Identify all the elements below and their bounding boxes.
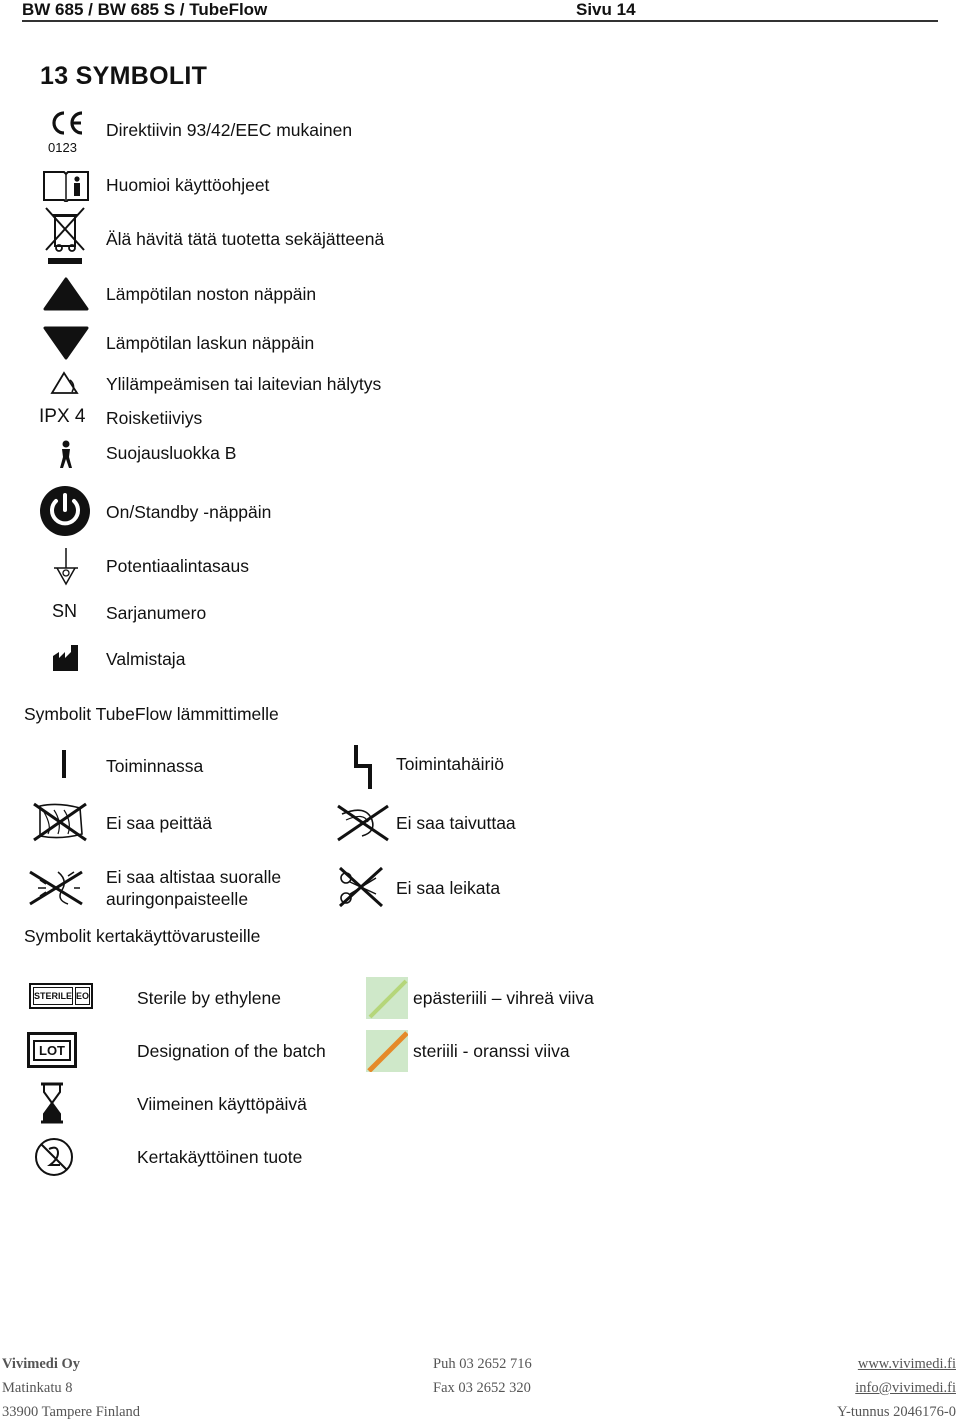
symbol-label-line1: Ei saa altistaa suoralle [106, 867, 282, 887]
no-bend-icon [336, 800, 390, 849]
no-sunlight-icon [28, 866, 84, 913]
hourglass-icon [40, 1082, 64, 1129]
manufacturer-icon [52, 644, 80, 677]
symbol-label: Roisketiiviys [106, 408, 203, 428]
sterile-text: STERILE [33, 987, 73, 1005]
symbol-label: Sarjanumero [106, 603, 207, 623]
eo-text: EO [75, 987, 90, 1005]
symbol-label: Toiminnassa [106, 756, 204, 776]
footer-street: Matinkatu 8 [2, 1380, 73, 1396]
lot-icon [27, 1032, 77, 1068]
footer-company: Vivimedi Oy [2, 1356, 81, 1372]
lot-text: LOT [33, 1040, 71, 1061]
symbol-label: Ei saa taivuttaa [396, 813, 516, 833]
green-line-swatch-icon [366, 977, 408, 1024]
instructions-book-icon [42, 168, 90, 207]
no-cover-icon [30, 800, 90, 849]
footer-phone: Puh 03 2652 716 [433, 1356, 532, 1372]
symbol-label: Älä hävitä tätä tuotetta sekäjätteenä [106, 229, 385, 249]
symbol-label: Designation of the batch [137, 1041, 326, 1061]
page-title: 13 SYMBOLIT [40, 62, 208, 90]
footer-web-link[interactable]: www.vivimedi.fi [857, 1356, 956, 1372]
symbol-label: On/Standby -näppäin [106, 502, 272, 522]
disposable-section-title: Symbolit kertakäyttövarusteille [24, 926, 261, 946]
footer-city: 33900 Tampere Finland [2, 1404, 141, 1420]
orange-line-swatch-icon [366, 1030, 408, 1077]
weee-bin-icon [44, 206, 86, 273]
footer-fax: Fax 03 2652 320 [433, 1380, 531, 1396]
symbol-label: steriili - oranssi viiva [413, 1041, 570, 1061]
symbol-label: Suojausluokka B [106, 443, 237, 463]
symbol-label: Sterile by ethylene [137, 988, 281, 1008]
footer-email-link[interactable]: info@vivimedi.fi [855, 1380, 956, 1396]
power-standby-icon [39, 485, 91, 542]
operating-bar-icon [62, 750, 66, 778]
symbol-label: Lämpötilan laskun näppäin [106, 333, 315, 353]
header-rule [22, 20, 938, 22]
symbol-label: Viimeinen käyttöpäivä [137, 1094, 307, 1114]
alarm-triangle-icon [50, 370, 82, 401]
fault-icon [352, 744, 376, 795]
symbol-label: Huomioi käyttöohjeet [106, 175, 270, 195]
page-number: Sivu 14 [576, 0, 636, 19]
symbol-label: Valmistaja [106, 649, 186, 669]
symbol-label: Ei saa peittää [106, 813, 213, 833]
sterile-eo-icon [29, 983, 93, 1009]
sn-icon: SN [52, 601, 78, 621]
tubeflow-section-title: Symbolit TubeFlow lämmittimelle [24, 704, 279, 724]
symbol-label: Direktiivin 93/42/EEC mukainen [106, 120, 353, 140]
symbol-label: Toimintahäiriö [396, 754, 504, 774]
symbol-label: Ylilämpeämisen tai laitevian hälytys [106, 374, 382, 394]
symbol-label: epästeriili – vihreä viiva [413, 988, 594, 1008]
triangle-down-icon [42, 325, 90, 366]
footer-business-id: Y-tunnus 2046176-0 [837, 1404, 956, 1420]
header-left: BW 685 / BW 685 S / TubeFlow [22, 0, 268, 19]
ipx4-icon: IPX 4 [39, 406, 86, 427]
type-b-person-icon [56, 440, 76, 475]
symbol-label: Ei saa leikata [396, 878, 501, 898]
symbol-label-line2: auringonpaisteelle [106, 889, 249, 909]
single-use-icon [34, 1137, 74, 1182]
triangle-up-icon [42, 276, 90, 317]
symbol-label: Lämpötilan noston näppäin [106, 284, 317, 304]
ce-number: 0123 [48, 140, 77, 155]
equipotential-icon [52, 548, 80, 593]
symbol-label: Potentiaalintasaus [106, 556, 250, 576]
symbol-label: Kertakäyttöinen tuote [137, 1147, 303, 1167]
no-cut-icon [336, 864, 386, 915]
ce-mark-icon [48, 110, 88, 155]
